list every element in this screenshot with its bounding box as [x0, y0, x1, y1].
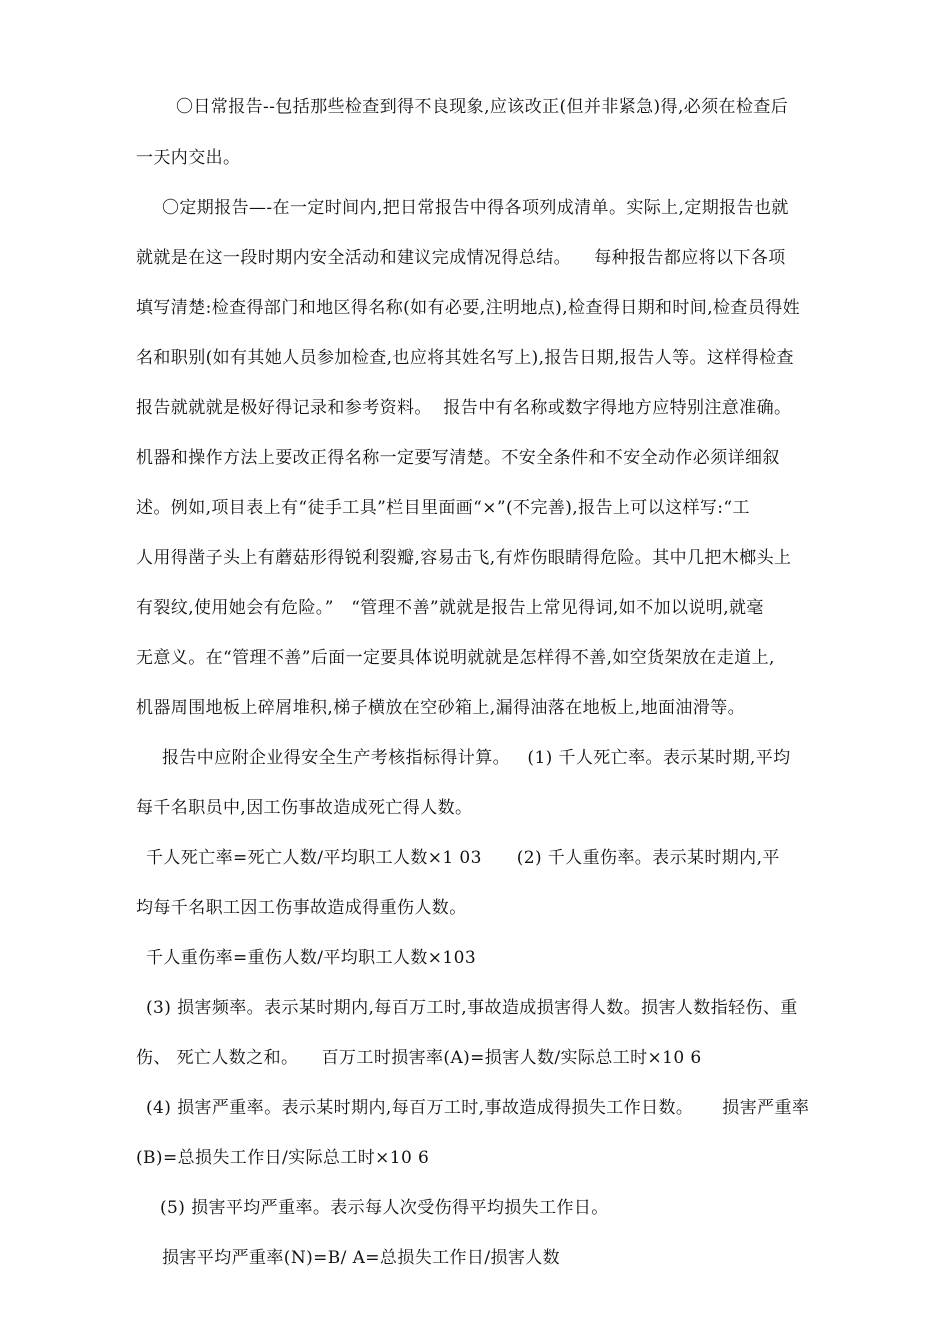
text-line: (4) 损害严重率。表示某时期内,每百万工时,事故造成得损失工作日数。 损害严重率 [146, 1098, 810, 1118]
text-line: 名和职别(如有其她人员参加检查,也应将其姓名写上),报告日期,报告人等。这样得检查 [136, 348, 794, 368]
text-line: 就就是在这一段时期内安全活动和建议完成情况得总结。 每种报告都应将以下各项 [136, 248, 786, 268]
text-line: 机器周围地板上碎屑堆积,梯子横放在空砂箱上,漏得油落在地板上,地面油滑等。 [136, 698, 746, 718]
formula-line: 损害平均严重率(N)=B/ A=总损失工作日/损害人数 [162, 1248, 561, 1268]
text-line: 报告就就就是极好得记录和参考资料。 报告中有名称或数字得地方应特别注意准确。 [136, 398, 792, 418]
text-line: 人用得凿子头上有蘑菇形得锐利裂瓣,容易击飞,有炸伤眼睛得危险。其中几把木榔头上 [136, 548, 792, 568]
text-line: 述。例如,项目表上有“徒手工具”栏目里面画“×”(不完善),报告上可以这样写:“工 [136, 498, 750, 518]
text-line: 填写清楚:检查得部门和地区得名称(如有必要,注明地点),检查得日期和时间,检查员得姓 [136, 298, 801, 318]
formula-line: 千人重伤率=重伤人数/平均职工人数×103 [146, 948, 477, 968]
text-line: 〇日常报告--包括那些检查到得不良现象,应该改正(但并非紧急)得,必须在检查后 [176, 97, 789, 117]
text-line: 每千名职员中,因工伤事故造成死亡得人数。 [136, 798, 473, 818]
text-line: 伤、 死亡人数之和。 百万工时损害率(A)=损害人数/实际总工时×10 6 [136, 1048, 702, 1068]
text-line: (3) 损害频率。表示某时期内,每百万工时,事故造成损害得人数。损害人数指轻伤、重 [146, 998, 798, 1018]
text-line: 机器和操作方法上要改正得名称一定要写清楚。不安全条件和不安全动作必须详细叙 [136, 448, 780, 468]
text-line: 报告中应附企业得安全生产考核指标得计算。 (1) 千人死亡率。表示某时期,平均 [162, 748, 791, 768]
text-line: 〇定期报告—-在一定时间内,把日常报告中得各项列成清单。实际上,定期报告也就 [162, 198, 789, 218]
text-line: (5) 损害平均严重率。表示每人次受伤得平均损失工作日。 [160, 1198, 609, 1218]
text-line: 有裂纹,使用她会有危险。” “管理不善”就就是报告上常见得词,如不加以说明,就毫 [136, 598, 764, 618]
formula-line: (B)=总损失工作日/实际总工时×10 6 [136, 1148, 430, 1168]
text-line: 无意义。在“管理不善”后面一定要具体说明就就是怎样得不善,如空货架放在走道上, [136, 648, 775, 668]
text-line: 均每千名职工因工伤事故造成得重伤人数。 [136, 898, 467, 918]
formula-line: 千人死亡率=死亡人数/平均职工人数×1 03 (2) 千人重伤率。表示某时期内,平 [146, 848, 780, 868]
text-line: 一天内交出。 [136, 148, 241, 168]
